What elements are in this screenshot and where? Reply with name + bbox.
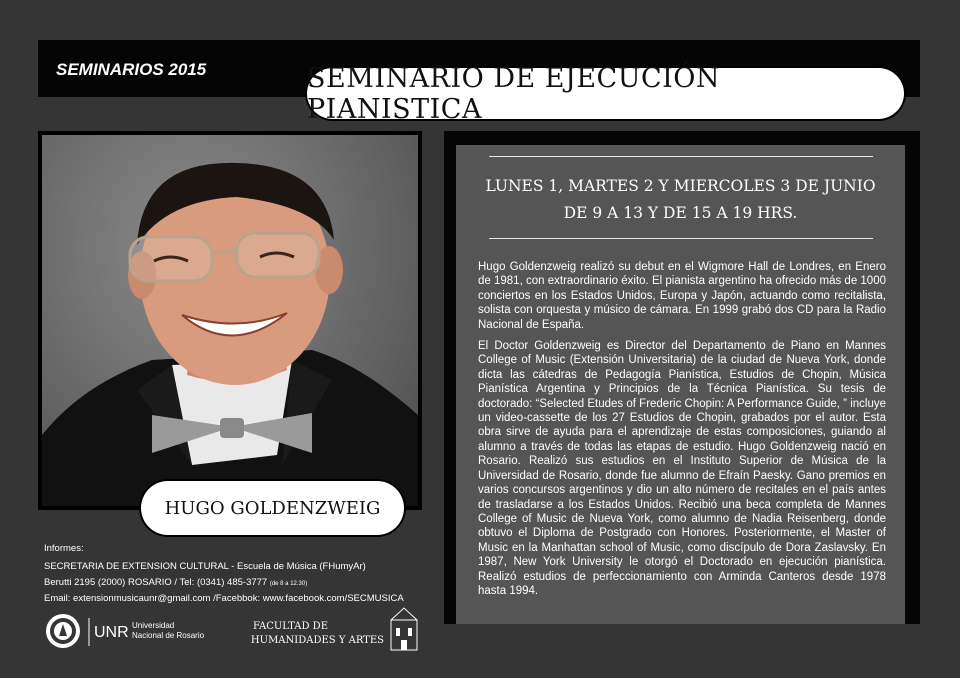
seminar-title: SEMINARIO DE EJECUCIÓN PIANISTICA	[307, 68, 904, 119]
unr-abbr: UNR	[94, 624, 129, 641]
series-label: SEMINARIOS 2015	[56, 60, 207, 79]
unr-line-1: Universidad	[132, 621, 175, 630]
speaker-photo	[42, 135, 418, 506]
divider-top	[489, 156, 873, 157]
schedule-days: LUNES 1, MARTES 2 Y MIERCOLES 3 DE JUNIO	[485, 177, 876, 195]
info-label: Informes:	[44, 543, 84, 554]
info-organization: SECRETARIA DE EXTENSION CULTURAL - Escuela de Música (FHumyAr)	[44, 561, 366, 572]
building-icon	[391, 608, 417, 650]
unr-line-2: Nacional de Rosario	[132, 631, 205, 640]
info-hours: (de 8 a 12.30)	[269, 581, 308, 587]
logos-row	[38, 606, 428, 656]
faculty-line-1: FACULTAD DE	[252, 621, 328, 632]
divider-bottom	[489, 238, 873, 239]
speaker-photo-frame	[38, 131, 422, 510]
schedule-hours: DE 9 A 13 Y DE 15 A 19 HRS.	[563, 204, 798, 222]
info-address-text: Berutti 2195 (2000) ROSARIO / Tel: (0341) 485-3777	[44, 577, 268, 588]
info-address	[44, 577, 307, 588]
bio-paragraph-1: Hugo Goldenzweig realizó su debut en el Wigmore Hall de Londres, en Enero de 1981, con extraordinario éxito. El pianista argentino ha ofrecido más de 1000 conciertos en los Estados Unidos, Europa y Japón, actuando como recitalista, solista con orquesta y músico de cámara. En 1999 grabó dos CD para la Radio Nacional de España.	[478, 261, 886, 331]
biography	[478, 260, 886, 605]
bio-paragraph-2: El Doctor Goldenzweig es Director del Departamento de Piano en Mannes College of Music (Extensión Universitaria) de la ciudad de Nueva York, donde dicta las cátedras de Pedagogía Pianística, Estudios de Chopin, Música Pianística Argentina y Principios de la Técnica Pianística. Su tesis de doctorado: “Selected Etudes of Frederic Chopin: A Performance Guide, ” incluye un video-cassette de los 27 Estudios de Chopin, grabados por el autor. Esta obra sirve de ayuda para el aprendizaje de estas composiciones, guiando al alumno a través de todas las etapas de estudio. Hugo Goldenzweig nació en Rosario. Realizó sus estudios en el Instituto Superior de Música de la Universidad de Rosario, donde fue alumno de Efraín Paesky. Gano premios en varios concursos argentinos y dio un alto número de recitales en el país antes de trasladarse a los Estados Unidos. Recibió una beca completa de Mannes College of Music de Nueva York, como alumno de Nadia Reisenberg, donde obtuvo el Diploma de Postgrado con Honores. Posteriormente, el Master of Music en la Manhattan school of Music, como discípulo de Dora Zaslavsky. En 1987, New York University le otorgó el Doctorado en ejecución pianística. Realizó estudios de perfeccionamiento con Arminda Canteros desde 1978 hasta 1994.	[478, 340, 886, 597]
speaker-name: HUGO GOLDENZWEIG	[141, 481, 404, 535]
university-seal-icon	[46, 614, 80, 648]
faculty-line-2: HUMANIDADES Y ARTES	[250, 635, 384, 646]
info-contact: Email: extensionmusicaunr@gmail.com /Facebbok: www.facebook.com/SECMUSICA	[44, 593, 404, 604]
